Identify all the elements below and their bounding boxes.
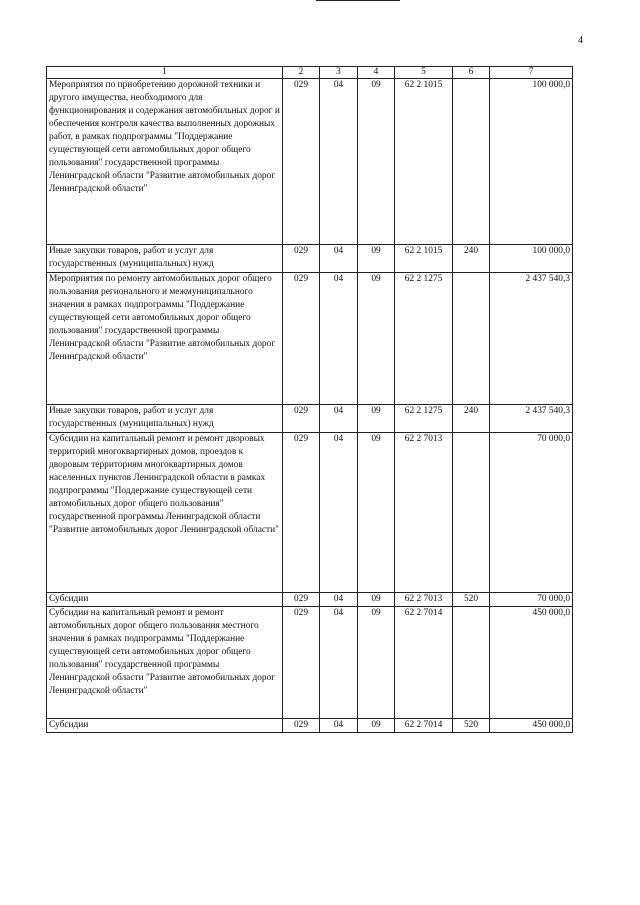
row-name: Иные закупки товаров, работ и услуг для государственных (муниципальных) нужд	[47, 405, 283, 433]
cell-target-article: 62 2 7014	[395, 719, 453, 733]
cell-amount: 70 000,0	[490, 433, 573, 593]
cell-expense-type	[453, 607, 490, 719]
cell-section: 04	[320, 719, 358, 733]
cell-amount: 100 000,0	[490, 245, 573, 273]
row-name: Субсидии на капитальный ремонт и ремонт дворовых территорий многоквартирных домов, проездов к дворовым территориям многоквартирных домов населенных пунктов Ленинградской области в рамках подпрограммы "Поддержание существующей сети автомобильных дорог общего пользования" государственной программы Ленинградской области "Развитие автомобильных дорог Ленинградской области"	[47, 433, 283, 593]
cell-target-article: 62 2 1015	[395, 245, 453, 273]
cell-target-article: 62 2 1015	[395, 79, 453, 245]
cell-target-article: 62 2 7014	[395, 607, 453, 719]
cell-target-article: 62 2 7013	[395, 593, 453, 607]
column-header: 3	[320, 67, 358, 79]
cell-section: 04	[320, 405, 358, 433]
column-header: 4	[358, 67, 395, 79]
cell-subsection: 09	[358, 433, 395, 593]
cell-amount: 450 000,0	[490, 607, 573, 719]
cell-amount: 2 437 540,3	[490, 405, 573, 433]
row-name: Иные закупки товаров, работ и услуг для государственных (муниципальных) нужд	[47, 245, 283, 273]
row-name: Субсидии	[47, 593, 283, 607]
budget-table	[46, 66, 573, 733]
cell-expense-type: 240	[453, 245, 490, 273]
cell-section: 04	[320, 245, 358, 273]
column-header: 2	[283, 67, 320, 79]
table-row	[47, 719, 573, 733]
cell-amount: 450 000,0	[490, 719, 573, 733]
header-row	[47, 67, 573, 79]
cell-admin-code: 029	[283, 719, 320, 733]
cell-admin-code: 029	[283, 79, 320, 245]
cell-expense-type	[453, 273, 490, 405]
cell-section: 04	[320, 433, 358, 593]
cell-subsection: 09	[358, 719, 395, 733]
column-header: 7	[490, 67, 573, 79]
row-name: Субсидии	[47, 719, 283, 733]
row-name: Мероприятия по приобретению дорожной техники и другого имущества, необходимого для функционирования и содержания автомобильных дорог и обеспечения контроля качества выполненных дорожных работ, в рамках подпрограммы "Поддержание существующей сети автомобильных дорог общего пользования" государственной программы Ленинградской области "Развитие автомобильных дорог Ленинградской области"	[47, 79, 283, 245]
table-row	[47, 245, 573, 273]
table-row	[47, 607, 573, 719]
row-name: Мероприятия по ремонту автомобильных дорог общего пользования регионального и межмуниципального значения в рамках подпрограммы "Поддержание существующей сети автомобильных дорог общего пользования" государственной программы Ленинградской области "Развитие автомобильных дорог Ленинградской области"	[47, 273, 283, 405]
cell-target-article: 62 2 7013	[395, 433, 453, 593]
table-row	[47, 593, 573, 607]
cell-subsection: 09	[358, 405, 395, 433]
cell-admin-code: 029	[283, 273, 320, 405]
cell-section: 04	[320, 79, 358, 245]
cell-admin-code: 029	[283, 607, 320, 719]
cell-section: 04	[320, 593, 358, 607]
column-header: 5	[395, 67, 453, 79]
table-row	[47, 273, 573, 405]
cell-target-article: 62 2 1275	[395, 273, 453, 405]
cell-section: 04	[320, 607, 358, 719]
cell-expense-type	[453, 433, 490, 593]
table-row	[47, 79, 573, 245]
cell-amount: 100 000,0	[490, 79, 573, 245]
table-row	[47, 433, 573, 593]
row-name: Субсидии на капитальный ремонт и ремонт автомобильных дорог общего пользования местного значения в рамках подпрограммы "Поддержание существующей сети автомобильных дорог общего пользования" государственной программы Ленинградской области "Развитие автомобильных дорог Ленинградской области"	[47, 607, 283, 719]
cell-amount: 70 000,0	[490, 593, 573, 607]
cell-admin-code: 029	[283, 245, 320, 273]
cell-expense-type: 240	[453, 405, 490, 433]
cell-admin-code: 029	[283, 405, 320, 433]
cell-expense-type: 520	[453, 593, 490, 607]
cell-subsection: 09	[358, 273, 395, 405]
cell-subsection: 09	[358, 245, 395, 273]
cell-subsection: 09	[358, 607, 395, 719]
cell-amount: 2 437 540,3	[490, 273, 573, 405]
table-row	[47, 405, 573, 433]
top-rule	[316, 0, 400, 1]
cell-target-article: 62 2 1275	[395, 405, 453, 433]
cell-section: 04	[320, 273, 358, 405]
page-number: 4	[578, 35, 583, 46]
cell-expense-type: 520	[453, 719, 490, 733]
cell-admin-code: 029	[283, 433, 320, 593]
cell-admin-code: 029	[283, 593, 320, 607]
column-header: 6	[453, 67, 490, 79]
cell-subsection: 09	[358, 79, 395, 245]
column-header: 1	[47, 67, 283, 79]
cell-expense-type	[453, 79, 490, 245]
cell-subsection: 09	[358, 593, 395, 607]
